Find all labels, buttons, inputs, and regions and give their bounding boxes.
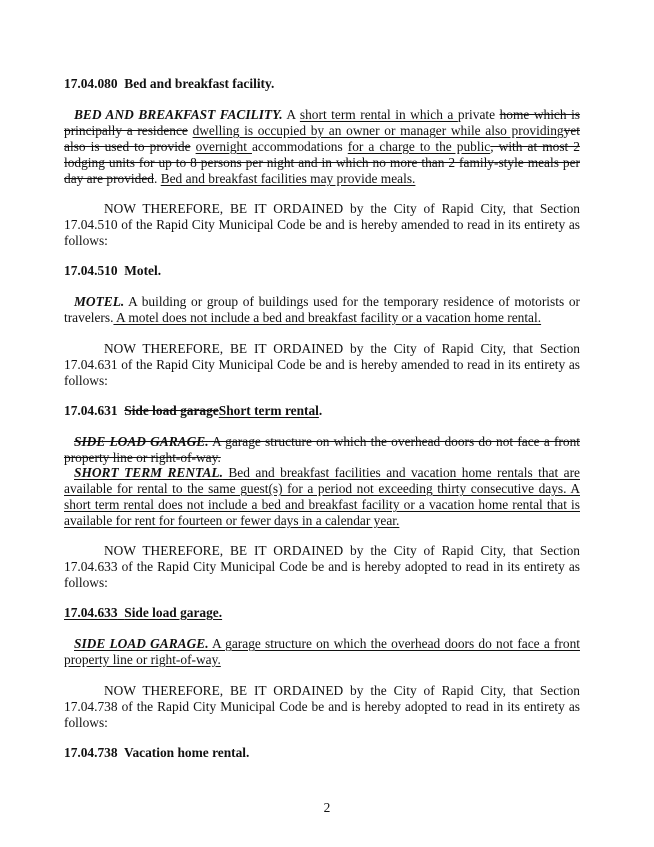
- section-title: Bed and breakfast facility.: [124, 76, 275, 91]
- definition-text: .: [153, 171, 161, 186]
- definition-text: A: [282, 107, 300, 122]
- inserted-text: short term rental in which a: [299, 107, 458, 122]
- inserted-text: Bed and breakfast facilities may provide meals.: [160, 171, 416, 186]
- ordinance-paragraph: NOW THEREFORE, BE IT ORDAINED by the City of Rapid City, that Section 17.04.510 of the Rapid City Municipal Code be and is hereby amended to read in its entirety as follows:: [64, 201, 580, 248]
- section-heading-17-04-633: [64, 605, 580, 621]
- definition-text: private: [457, 107, 500, 122]
- defined-term: SIDE LOAD GARAGE.: [74, 434, 209, 449]
- section-number: 17.04.510: [64, 263, 118, 278]
- inserted-text: dwelling is occupied by an owner or manager while also providing: [192, 123, 564, 138]
- section-title-period: .: [318, 403, 323, 418]
- section-heading-17-04-080: [64, 76, 580, 92]
- definition-text: accommodations: [251, 139, 348, 154]
- inserted-section-title: Short term rental: [218, 403, 319, 418]
- section-heading-17-04-510: [64, 263, 580, 279]
- defined-term: BED AND BREAKFAST FACILITY.: [74, 107, 283, 122]
- deleted-text: A garage structure on which the overhead doors do not face a front property line or right-of-way.: [64, 434, 580, 465]
- definition-side-load-garage: [64, 636, 580, 668]
- deleted-definition-side-load-garage: [64, 434, 580, 466]
- ordinance-paragraph: NOW THEREFORE, BE IT ORDAINED by the City of Rapid City, that Section 17.04.631 of the Rapid City Municipal Code be and is hereby amended to read in its entirety as follows:: [64, 341, 580, 388]
- deleted-text: yet also is used to provide: [64, 123, 580, 154]
- definition-text: A building or group of buildings used for the temporary residence of motorists or travelers.: [64, 294, 580, 325]
- definition-bed-and-breakfast: [64, 107, 580, 187]
- section-title: Motel.: [124, 263, 162, 278]
- section-title: Side load garage.: [124, 605, 223, 620]
- inserted-text: overnight: [195, 139, 252, 154]
- section-heading-17-04-631: [64, 403, 580, 419]
- deleted-text: , with at most 2 lodging units for up to 8 persons per night and in which no more than 2 family-style meals per day are provided: [64, 139, 580, 186]
- inserted-text: A motel does not include a bed and breakfast facility or a vacation home rental.: [113, 310, 542, 325]
- defined-term: SIDE LOAD GARAGE.: [74, 636, 209, 651]
- section-number: 17.04.633: [64, 605, 118, 620]
- page-number: 2: [323, 800, 331, 815]
- inserted-text: A garage structure on which the overhead doors do not face a front property line or right-of-way.: [64, 636, 580, 667]
- defined-term: SHORT TERM RENTAL.: [74, 465, 223, 480]
- defined-term: MOTEL.: [74, 294, 125, 309]
- definition-short-term-rental: [64, 465, 580, 529]
- section-number: 17.04.738: [64, 745, 118, 760]
- ordinance-paragraph: NOW THEREFORE, BE IT ORDAINED by the City of Rapid City, that Section 17.04.633 of the Rapid City Municipal Code be and is hereby adopted to read in its entirety as follows:: [64, 543, 580, 590]
- deleted-section-title: Side load garage: [124, 403, 219, 418]
- deleted-text: home which is principally a residence: [64, 107, 581, 138]
- definition-motel: [64, 294, 580, 326]
- section-number: 17.04.080: [64, 76, 118, 91]
- section-heading-17-04-738: [64, 745, 580, 761]
- ordinance-paragraph: NOW THEREFORE, BE IT ORDAINED by the City of Rapid City, that Section 17.04.738 of the Rapid City Municipal Code be and is hereby adopted to read in its entirety as follows:: [64, 683, 580, 730]
- section-number: 17.04.631: [64, 403, 118, 418]
- section-title: Vacation home rental.: [124, 745, 250, 760]
- inserted-text: Bed and breakfast facilities and vacation home rentals that are available for rental to the same guest(s) for a period not exceeding thirty consecutive days. A short term rental does not include a bed and breakfast facility or a vacation home rental that is available for rent for fourteen or fewer days in a calendar year.: [64, 465, 580, 528]
- inserted-text: for a charge to the public: [347, 139, 491, 154]
